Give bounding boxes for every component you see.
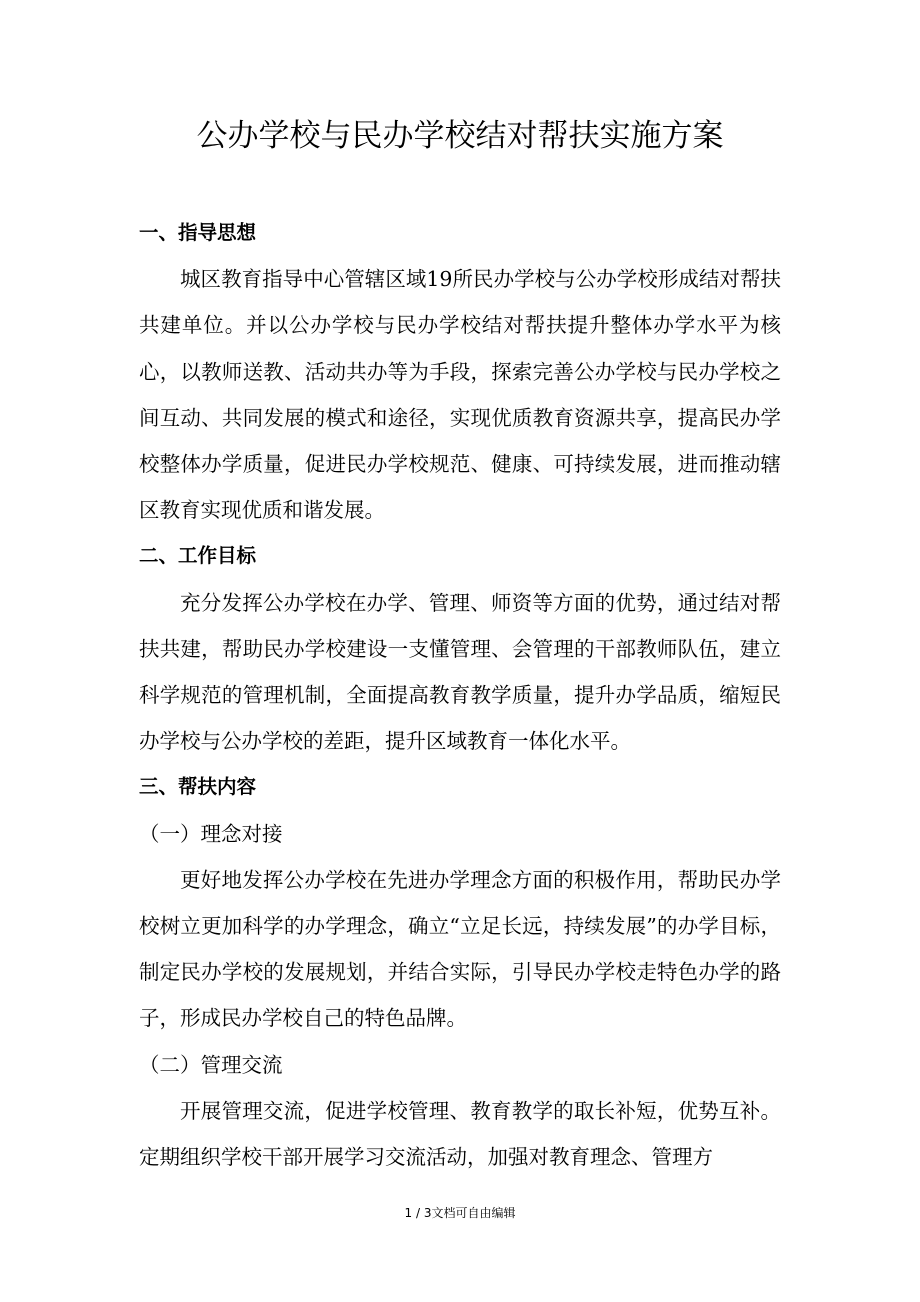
section-paragraph: 充分发挥公办学校在办学、管理、师资等方面的优势，通过结对帮扶共建，帮助民办学校建设一支懂管理、会管理的干部教师队伍，建立科学规范的管理机制，全面提高教育教学质量，提升办学品质，缩短民办学校与公办学校的差距，提升区域教育一体化水平。 xyxy=(139,590,781,754)
section-paragraph: 城区教育指导中心管辖区域19所民办学校与公办学校形成结对帮扶共建单位。并以公办学校与民办学校结对帮扶提升整体办学水平为核心，以教师送教、活动共办等为手段，探索完善公办学校与民办学校之间互动、共同发展的模式和途径，实现优质教育资源共享，提高民办学校整体办学质量，促进民办学校规范、健康、可持续发展，进而推动辖区教育实现优质和谐发展。 xyxy=(139,267,781,523)
section-heading-work-goals: 二、工作目标 xyxy=(139,544,257,568)
subsection-heading-concept-docking: （一）理念对接 xyxy=(139,821,283,846)
section-heading-guiding-ideology: 一、指导思想 xyxy=(139,221,257,244)
subsection-paragraph: 开展管理交流，促进学校管理、教育教学的取长补短，优势互补。定期组织学校干部开展学习交流活动，加强对教育理念、管理方 xyxy=(139,1098,781,1170)
subsection-paragraph: 更好地发挥公办学校在先进办学理念方面的积极作用，帮助民办学校树立更加科学的办学理念，确立“立足长远，持续发展”的办学目标，制定民办学校的发展规划，并结合实际，引导民办学校走特色办学的路子，形成民办学校自己的特色品牌。 xyxy=(139,867,781,1031)
document-body xyxy=(139,210,781,1180)
subsection-heading-management-exchange: （二）管理交流 xyxy=(139,1052,283,1077)
document-title: 公办学校与民办学校结对帮扶实施方案 xyxy=(196,118,724,154)
page-footer: 1 / 3文档可自由编辑 xyxy=(404,1206,516,1220)
section-heading-assistance-content: 三、帮扶内容 xyxy=(139,775,257,799)
